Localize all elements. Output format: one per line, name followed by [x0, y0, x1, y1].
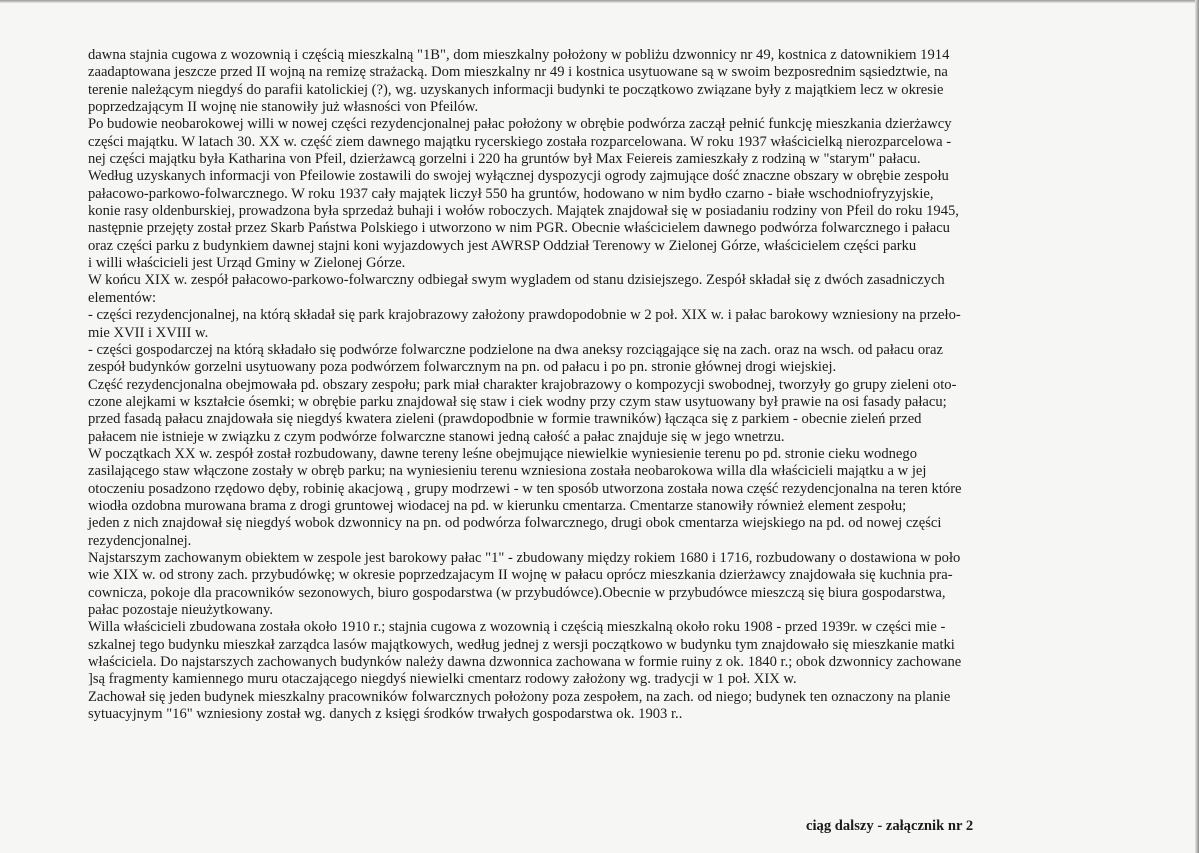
text-line: rezydencjonalnej. [88, 532, 192, 549]
text-line: pałacem nie istnieje w związku z czym podwórze folwarczne stanowi jedną całość a pałac znajduje się w jego wnetrzu. [88, 428, 785, 445]
text-line: nej części majątku była Katharina von Pfeil, dzierżawcą gorzelni i 220 ha gruntów był Max Feiereis zamieszkały z rodziną w "starym" pałacu. [88, 151, 921, 168]
text-line: zespół budynków gorzelni usytuowany poza podwórzem folwarcznym na pn. od pałacu i po pn. stronie głównej drogi wiejskiej. [88, 359, 837, 376]
text-line: dawna stajnia cugowa z wozownią i częścią mieszkalną "1B", dom mieszkalny położony w pobliżu dzwonnicy nr 49, kostnica z datownikiem 1914 [88, 47, 950, 63]
text-line: pałac pozostaje nieużytkowany. [88, 602, 274, 618]
text-line: - części gospodarczej na którą składało się podwórze folwarczne podzielone na dwa aneksy rozciągające się na zach. oraz na wsch. od pałacu oraz [88, 341, 943, 358]
continuation-note: ciąg dalszy - załącznik nr 2 [806, 818, 974, 834]
text-line: konie rasy oldenburskiej, prowadzona była sprzedaż buhaji i wołów roboczych. Majątek znajdował się w posiadaniu rodziny von Pfeil do roku 1945, [88, 203, 959, 220]
text-line: Według uzyskanych informacji von Pfeilowie zostawili do swojej wyłącznej dyspozycji ogrody zajmujące dość znaczne obszary w obrębie zespołu [88, 168, 949, 185]
text-line: następnie przejęty został przez Skarb Państwa Polskiego i utworzono w nim PGR. Obecnie właścicielem dawnego podwórza folwarcznego i pałacu [88, 220, 950, 237]
text-line: W początkach XX w. zespół został rozbudowany, dawne tereny leśne obejmujące niewielkie wyniesienie terenu po pd. stronie cieku wodnego [88, 445, 917, 462]
text-line: właściciela. Do najstarszych zachowanych budynków należy dawna dzwonnica zachowana w formie ruiny z ok. 1840 r.; obok dzwonnicy zachowane [88, 654, 962, 671]
text-line: wie XIX w. od strony zach. przybudówkę; w okresie poprzedzajacym II wojnę w pałacu oprócz mieszkania dzierżawcy znajdowała się kuchnia pra- [88, 567, 953, 584]
text-line: oraz części parku z budynkiem dawnej stajni koni wyjazdowych jest AWRSP Oddział Terenowy w Zielonej Górze, właścicielem części parku [88, 237, 917, 254]
text-line: wiodła ozdobna murowana brama z drogi gruntowej wiodacej na pd. w kierunku cmentarza. Cmentarze stanowiły również element zespołu; [88, 497, 907, 514]
text-line: Część rezydencjonalna obejmowała pd. obszary zespołu; park miał charakter krajobrazowy o kompozycji swobodnej, tworzyły go grupy zieleni oto- [88, 376, 957, 393]
text-line: pałacowo-parkowo-folwarcznego. W roku 1937 cały majątek liczył 550 ha gruntów, hodowano w nim bydło czarno - białe wschodniofryzyjskie, [88, 185, 934, 202]
text-line: i willi właścicieli jest Urząd Gminy w Zielonej Górze. [88, 255, 406, 272]
scan-edge-top [0, 0, 1199, 3]
text-line: terenie należącym niegdyś do parafii katolickiej (?), wg. uzyskanych informacji budynki te początkowo związane były z majątkiem lecz w okresie [88, 81, 944, 98]
text-line: - części rezydencjonalnej, na którą składał się park krajobrazowy założony prawdopodobnie w 2 poł. XIX w. i pałac barokowy wzniesiony na przeło- [88, 307, 961, 324]
text-line: Willa właścicieli zbudowana została około 1910 r.; stajnia cugowa z wozownią i częścią mieszkalną około roku 1908 - przed 1939r. w części mie - [88, 619, 946, 636]
text-line: przed fasadą pałacu znajdowała się niegdyś kwatera zieleni (prawdopodbnie w formie trawników) łącząca się z parkiem - obecnie zieleń przed [88, 411, 922, 428]
text-line: zasilającego staw włączone zostały w obręb parku; na wyniesieniu terenu wzniesiona została neobarokowa willa dla właścicieli majątku a w jej [88, 463, 927, 480]
text-line: sytuacyjnym "16" wzniesiony został wg. danych z księgi środków trwałych gospodarstwa ok. 1903 r.. [88, 706, 683, 723]
text-line: części majątku. W latach 30. XX w. część ziem dawnego majątku rycerskiego została rozparcelowana. W roku 1937 właścicielką nierozparcelowa - [88, 133, 952, 150]
text-line: otoczeniu posadzono rzędowo dęby, robinię akacjową , grupy modrzewi - w ten sposób utworzona została nowa część rezydencjonalna na teren które [88, 480, 962, 497]
text-line: elementów: [88, 289, 157, 306]
text-line: czone alejkami w kształcie ósemki; w obrębie parku znajdował się staw i ciek wodny przy czym staw usytuowany był prawie na osi fasady pałacu; [88, 393, 947, 410]
document-body [88, 47, 1168, 723]
text-line: jeden z nich znajdował się niegdyś wobok dzwonnicy na pn. od podwórza folwarcznego, drugi obok cmentarza wiejskiego na pd. od nowej części [88, 515, 942, 532]
text-line: Zachował się jeden budynek mieszkalny pracowników folwarcznych położony poza zespołem, na zach. od niego; budynek ten oznaczony na planie [88, 688, 951, 705]
text-line: mie XVII i XVIII w. [88, 324, 209, 341]
text-line: ]są fragmenty kamiennego muru otaczającego niegdyś niewielki cmentarz rodowy założony wg. tradycji w 1 poł. XIX w. [88, 671, 797, 688]
text-line: zaadaptowana jeszcze przed II wojną na remizę strażacką. Dom mieszkalny nr 49 i kostnica usytuowane są w swoim bezposrednim sąsiedztwie, na [88, 64, 948, 81]
text-line: szkalnej tego budynku mieszkał zarządca lasów majątkowych, według jednej z wersji początkowo w budynku tym znajdowało się mieszkanie matki [88, 636, 955, 653]
text-line: poprzedzającym II wojnę nie stanowiły już własności von Pfeilów. [88, 99, 479, 116]
text-line: cownicza, pokoje dla pracowników sezonowych, biuro gospodarstwa (w przybudówce).Obecnie w przybudówce mieszczą się biura gospodarstwa, [88, 584, 946, 601]
text-line: Najstarszym zachowanym obiektem w zespole jest barokowy pałac "1" - zbudowany między rokiem 1680 i 1716, rozbudowany o dostawiona w poło [88, 549, 961, 566]
text-line: Po budowie neobarokowej willi w nowej części rezydencjonalnej pałac położony w obrębie podwórza zaczął pełnić funkcję mieszkania dzierżawcy [88, 116, 952, 133]
scan-edge-right [1195, 0, 1199, 853]
text-line: W końcu XIX w. zespół pałacowo-parkowo-folwarczny odbiegał swym wygladem od stanu dzisiejszego. Zespół składał się z dwóch zasadniczych [88, 272, 945, 289]
